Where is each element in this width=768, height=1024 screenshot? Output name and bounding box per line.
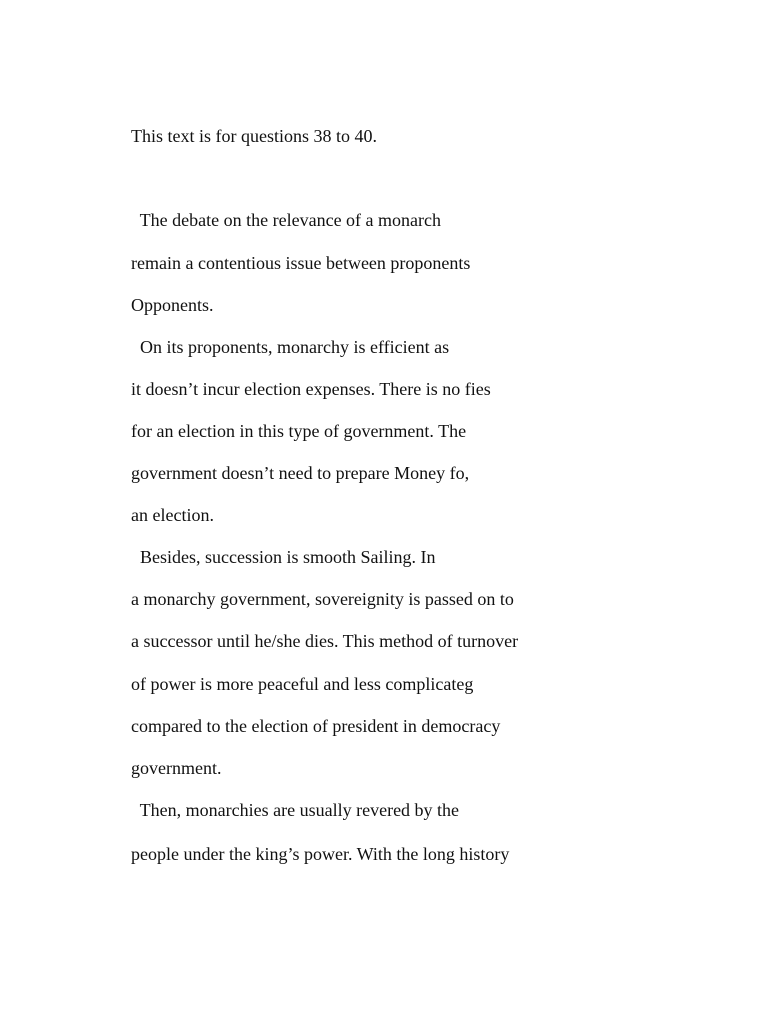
paragraph-1-line-3: Opponents. bbox=[131, 295, 214, 315]
paragraph-2-line-1: On its proponents, monarchy is efficient as bbox=[131, 337, 450, 357]
paragraph-3-line-3: a successor until he/she dies. This method of turnover bbox=[131, 631, 519, 651]
paragraph-3-line-4: of power is more peaceful and less complicateg bbox=[131, 674, 474, 694]
paragraph-2-line-5: an election. bbox=[131, 505, 214, 525]
question-heading: This text is for questions 38 to 40. bbox=[131, 126, 377, 146]
paragraph-1-line-2: remain a contentious issue between proponents bbox=[131, 253, 471, 273]
paragraph-4-line-2: people under the king’s power. With the long history bbox=[131, 844, 510, 864]
paragraph-3-line-2: a monarchy government, sovereignity is passed on to bbox=[131, 589, 514, 609]
paragraph-3-line-5: compared to the election of president in democracy bbox=[131, 716, 501, 736]
paragraph-2-line-2: it doesn’t incur election expenses. There is no fies bbox=[131, 379, 491, 399]
paragraph-2-line-4: government doesn’t need to prepare Money fo, bbox=[131, 463, 470, 483]
paragraph-1-line-1: The debate on the relevance of a monarch bbox=[131, 210, 442, 230]
paragraph-2-line-3: for an election in this type of government. The bbox=[131, 421, 467, 441]
paragraph-3-line-1: Besides, succession is smooth Sailing. In bbox=[131, 547, 436, 567]
paragraph-4-line-1: Then, monarchies are usually revered by the bbox=[131, 800, 460, 820]
paragraph-3-line-6: government. bbox=[131, 758, 222, 778]
